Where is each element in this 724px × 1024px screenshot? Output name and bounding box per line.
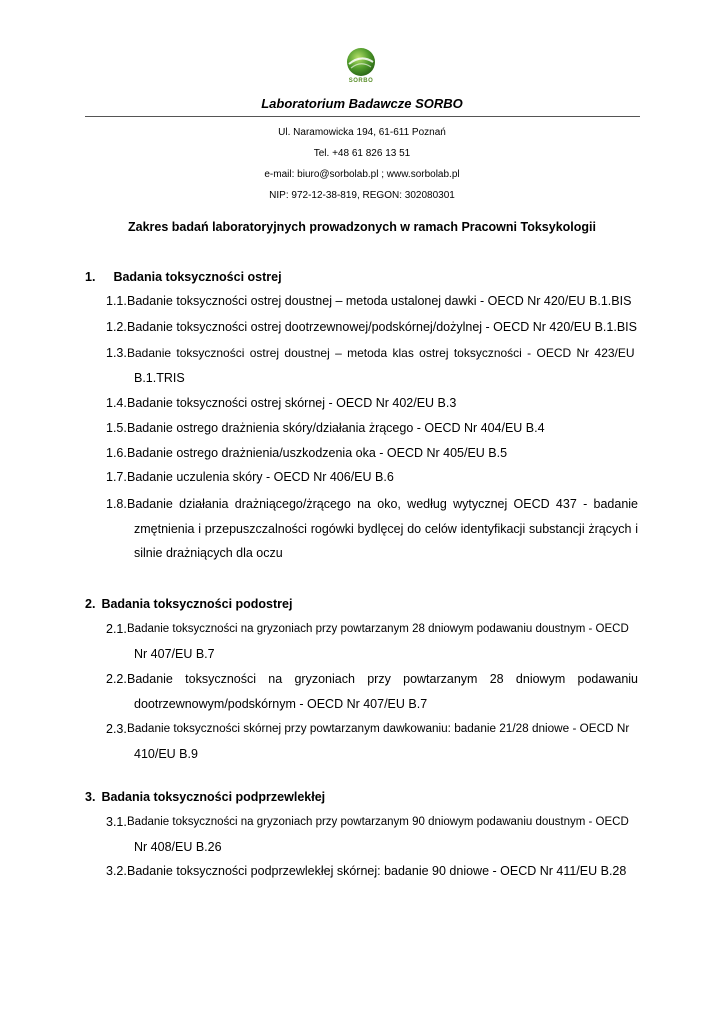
item-text-continued: silnie drażniących dla oczu: [134, 546, 283, 560]
section-number: 3.: [85, 790, 96, 804]
item-text-continued: Nr 408/EU B.26: [134, 839, 222, 854]
list-item: [106, 341, 638, 390]
item-number: 1.5.: [106, 421, 127, 435]
list-item: [106, 416, 638, 441]
nip-regon: NIP: 972-12-38-819, REGON: 302080301: [269, 190, 455, 201]
item-text-continued: Nr 407/EU B.7: [134, 646, 215, 661]
item-number: 2.1.: [106, 622, 127, 636]
item-text: Badanie toksyczności skórnej przy powtarzanym dawkowaniu: badanie 21/28 dniowe - OECD Nr: [127, 722, 630, 735]
item-number: 3.2.: [106, 864, 127, 878]
list-item: [106, 492, 638, 566]
section-heading: [85, 270, 282, 284]
item-text: Badanie toksyczności na gryzoniach przy powtarzanym 90 dniowym podawaniu doustnym - OECD: [127, 816, 629, 828]
list-item: [106, 441, 638, 466]
item-text-continued: 410/EU B.9: [134, 746, 198, 761]
list-item: [106, 717, 638, 766]
email-website: e-mail: biuro@sorbolab.pl ; www.sorbolab.pl: [264, 169, 460, 180]
item-number: 1.1.: [106, 294, 127, 308]
phone: Tel. +48 61 826 13 51: [313, 148, 411, 159]
item-text-continued: dootrzewnowym/podskórnym - OECD Nr 407/EU B.7: [134, 696, 428, 711]
item-text: Badanie ostrego drażnienia skóry/działania żrącego - OECD Nr 404/EU B.4: [127, 421, 545, 435]
item-text: Badanie toksyczności na gryzoniach przy powtarzanym 28 dniowym podawaniu doustnym - OECD: [127, 623, 629, 635]
address: Ul. Naramowicka 194, 61-611 Poznań: [278, 127, 446, 138]
item-text-continued: zmętnienia i przepuszczalności rogówki bydlęcej do celów identyfikacji substancji żrących i: [134, 521, 638, 536]
list-item: [106, 810, 638, 859]
item-number: 3.1.: [106, 815, 127, 829]
item-number: 2.2.: [106, 672, 127, 686]
item-number: 1.8.: [106, 497, 127, 511]
item-number: 1.3.: [106, 346, 127, 360]
list-item: [106, 859, 638, 884]
item-text: Badanie uczulenia skóry - OECD Nr 406/EU B.6: [127, 470, 394, 484]
item-text: Badanie toksyczności ostrej skórnej - OECD Nr 402/EU B.3: [127, 396, 457, 410]
list-item: [106, 667, 638, 716]
list-item: [106, 391, 638, 416]
item-text: Badanie działania drażniącego/żrącego na oko, według wytycznej OECD 437 - badanie: [127, 497, 638, 511]
list-item: [106, 465, 638, 490]
item-text: Badanie toksyczności podprzewlekłej skórnej: badanie 90 dniowe - OECD Nr 411/EU B.28: [127, 864, 627, 878]
lab-title: Laboratorium Badawcze SORBO: [261, 96, 463, 111]
section-title: Badania toksyczności podprzewlekłej: [101, 790, 326, 804]
item-number: 1.4.: [106, 396, 127, 410]
item-text: Badanie toksyczności ostrej doustnej – metoda klas ostrej toksyczności - OECD Nr 423/EU: [127, 346, 635, 360]
item-text-continued: B.1.TRIS: [134, 370, 185, 385]
item-number: 1.6.: [106, 446, 127, 460]
item-text: Badanie toksyczności ostrej dootrzewnowej/podskórnej/dożylnej - OECD Nr 420/EU B.1.BIS: [127, 320, 637, 334]
logo-wordmark: SORBO: [348, 78, 374, 84]
section-number: 2.: [85, 597, 96, 611]
section-title: Badania toksyczności podostrej: [101, 597, 293, 611]
header-divider: [85, 116, 640, 117]
section-title: Badania toksyczności ostrej: [113, 270, 282, 284]
item-number: 2.3.: [106, 722, 127, 736]
item-number: 1.2.: [106, 320, 127, 334]
document-title: Zakres badań laboratoryjnych prowadzonych w ramach Pracowni Toksykologii: [128, 220, 596, 234]
section-number: 1.: [85, 270, 96, 284]
list-item: [106, 617, 638, 666]
list-item: [106, 289, 638, 314]
item-text: Badanie toksyczności ostrej doustnej – metoda ustalonej dawki - OECD Nr 420/EU B.1.BIS: [127, 294, 632, 308]
item-number: 1.7.: [106, 470, 127, 484]
list-item: [106, 315, 638, 340]
item-text: Badanie ostrego drażnienia/uszkodzenia oka - OECD Nr 405/EU B.5: [127, 446, 508, 460]
section-heading: [85, 790, 325, 804]
section-heading: [85, 597, 292, 611]
item-text: Badanie toksyczności na gryzoniach przy powtarzanym 28 dniowym podawaniu: [127, 672, 638, 686]
